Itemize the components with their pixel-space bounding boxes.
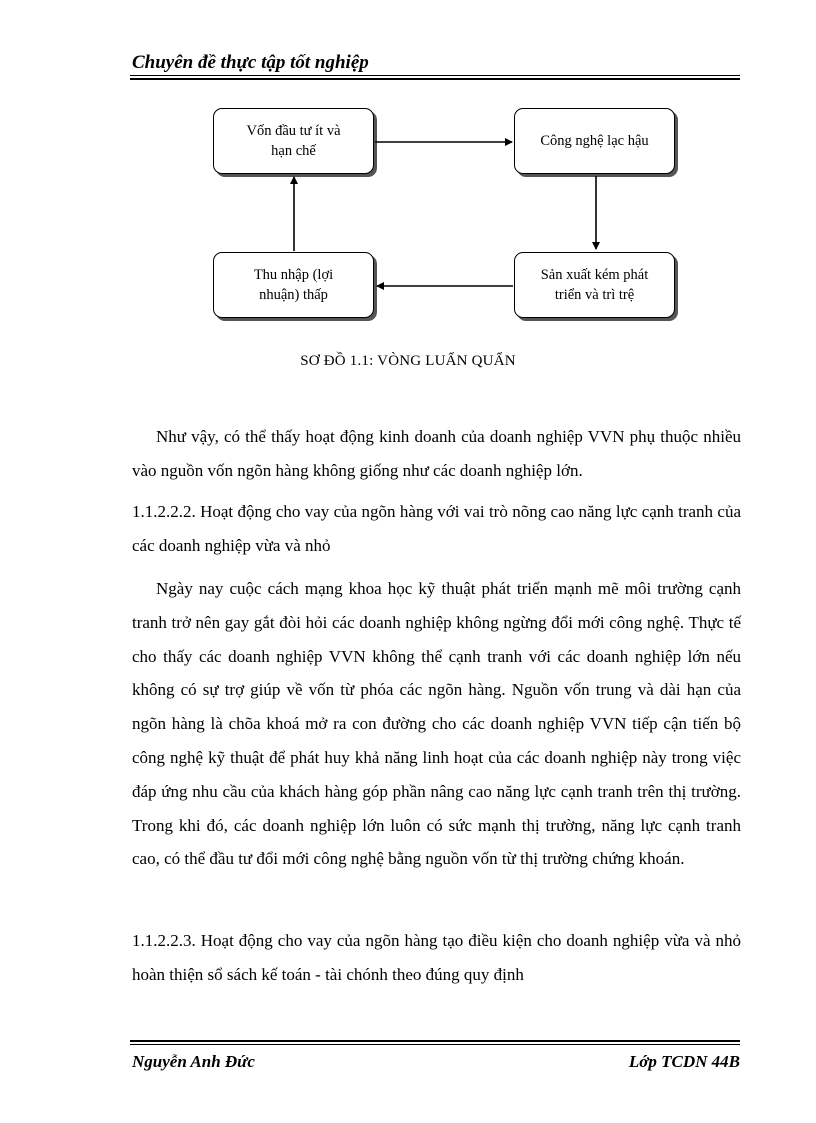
section-heading-1-1-2-2-2: 1.1.2.2.2. Hoạt động cho vay của ngõn hàng với vai trò nõng cao năng lực cạnh tranh của các doanh nghiệp vừa và nhỏ <box>132 502 741 555</box>
footer-rule-bottom <box>130 1044 740 1045</box>
footer-author: Nguyễn Anh Đức <box>132 1052 255 1071</box>
box-income-line2: nhuận) thấp <box>259 287 328 303</box>
section-heading-1-1-2-2-3: 1.1.2.2.3. Hoạt động cho vay của ngõn hàng tạo điều kiện cho doanh nghiệp vừa và nhỏ hoàn thiện sổ sách kế toán - tài chónh theo đúng quy định <box>132 931 741 984</box>
diagram-arrows <box>0 0 816 400</box>
box-production-line1: Sản xuất kém phát <box>540 267 649 283</box>
box-technology-line1: Công nghệ lạc hậu <box>540 133 649 149</box>
footer-rule-top <box>130 1040 740 1042</box>
box-income-line1: Thu nhập (lợi <box>253 267 334 283</box>
box-investment-line2: hạn chế <box>271 143 316 159</box>
diagram-caption: SƠ ĐỒ 1.1: VÒNG LUẨN QUẨN <box>300 353 516 369</box>
page-header-title: Chuyên đề thực tập tốt nghiệp <box>132 52 369 73</box>
paragraph-2: Ngày nay cuộc cách mạng khoa học kỹ thuật phát triển mạnh mẽ môi trường cạnh tranh trở nên gay gắt đòi hỏi các doanh nghiệp không ngừng đổi mới công nghệ. Thực tế cho thấy các doanh nghiệp VVN không thể cạnh tranh với các doanh nghiệp lớn nếu không có sự trợ giúp về vốn từ phóa các ngõn hàng. Nguồn vốn trung và dài hạn của ngõn hàng là chõa khoá mở ra con đường cho các doanh nghiệp VVN tiếp cận tiến bộ công nghệ kỹ thuật để phát huy khả năng linh hoạt của các doanh nghiệp này trong việc đáp ứng nhu cầu của khách hàng góp phần nâng cao năng lực cạnh tranh trên thị trường. Trong khi đó, các doanh nghiệp lớn luôn có sức mạnh thị trường, năng lực cạnh tranh cao, có thể đầu tư đổi mới công nghệ bằng nguồn vốn từ thị trường chứng khoán. <box>132 579 741 869</box>
footer-class: Lớp TCDN 44B <box>628 1052 740 1071</box>
paragraph-1: Như vậy, có thể thấy hoạt động kinh doanh của doanh nghiệp VVN phụ thuộc nhiều vào nguồn vốn ngõn hàng không giống như các doanh nghiệp lớn. <box>132 427 741 480</box>
box-investment-line1: Vốn đầu tư ít và <box>246 123 341 139</box>
box-production-line2: triển và trì trệ <box>554 287 635 303</box>
